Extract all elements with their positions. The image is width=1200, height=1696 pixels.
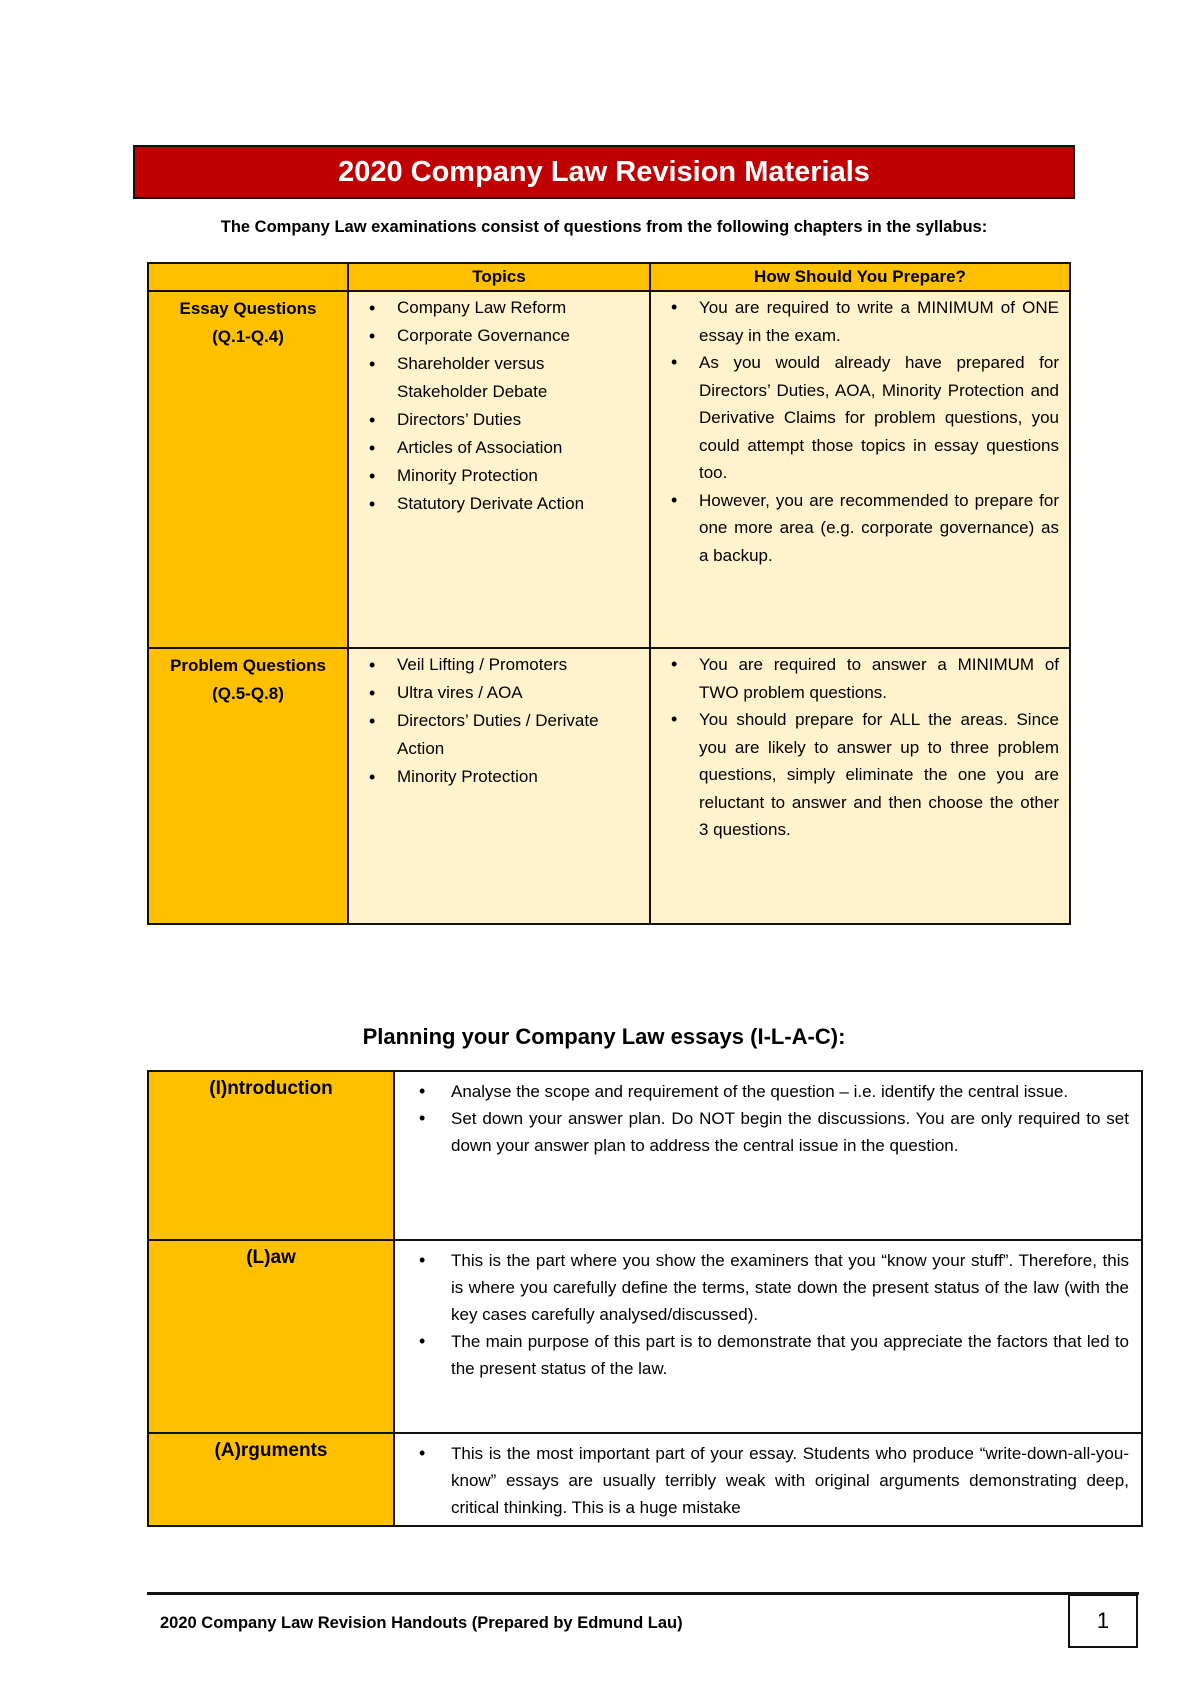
row-label-essay xyxy=(148,291,348,648)
list-item: • Shareholder versus Stakeholder Debate xyxy=(357,350,639,406)
list-item: • As you would already have prepared for Directors’ Duties, AOA, Minority Protection and Derivative Claims for problem questions, you could attempt those topics in essay questions too. xyxy=(659,349,1059,487)
footer-divider xyxy=(147,1592,1139,1595)
table-row-law xyxy=(148,1240,1142,1433)
topics-table xyxy=(147,262,1071,925)
ilac-label-introduction: (I)ntroduction xyxy=(148,1071,394,1240)
header-prepare: How Should You Prepare? xyxy=(650,263,1070,291)
prepare-cell-problem xyxy=(650,648,1070,924)
list-item: • Set down your answer plan. Do NOT begin the discussions. You are only required to set down your answer plan to address the central issue in the question. xyxy=(407,1105,1129,1159)
list-item: • This is the most important part of your essay. Students who produce “write-down-all-you-know” essays are usually terribly weak with original arguments demonstrating deep, critical thinking. This is a huge mistake xyxy=(407,1440,1129,1521)
footer-text: 2020 Company Law Revision Handouts (Prepared by Edmund Lau) xyxy=(160,1614,683,1632)
header-blank xyxy=(148,263,348,291)
table-row-problem xyxy=(148,648,1070,924)
list-item: • Corporate Governance xyxy=(357,322,639,350)
list-item: • Articles of Association xyxy=(357,434,639,462)
row-label-sub: (Q.5-Q.8) xyxy=(212,684,284,703)
ilac-label-law: (L)aw xyxy=(148,1240,394,1433)
row-label-title: Essay Questions xyxy=(179,299,317,318)
list-item: • The main purpose of this part is to demonstrate that you appreciate the factors that led to the present status of the law. xyxy=(407,1328,1129,1382)
ilac-cell-introduction xyxy=(394,1071,1142,1240)
row-label-problem xyxy=(148,648,348,924)
header-topics: Topics xyxy=(348,263,650,291)
table-row-arguments xyxy=(148,1433,1142,1526)
ilac-cell-arguments xyxy=(394,1433,1142,1526)
list-item: • However, you are recommended to prepare for one more area (e.g. corporate governance) as a backup. xyxy=(659,487,1059,570)
list-item: • Directors’ Duties xyxy=(357,406,639,434)
list-item: • You are required to answer a MINIMUM of TWO problem questions. xyxy=(659,651,1059,706)
list-item: • Company Law Reform xyxy=(357,294,639,322)
prepare-cell-essay xyxy=(650,291,1070,648)
list-item: • Directors’ Duties / Derivate Action xyxy=(357,707,639,763)
page-banner-title: 2020 Company Law Revision Materials xyxy=(133,145,1075,199)
row-label-sub: (Q.1-Q.4) xyxy=(212,327,284,346)
topics-table-header xyxy=(148,263,1070,291)
list-item: • Minority Protection xyxy=(357,763,639,791)
table-row-introduction xyxy=(148,1071,1142,1240)
list-item: • Minority Protection xyxy=(357,462,639,490)
intro-text: The Company Law examinations consist of questions from the following chapters in the syllabus: xyxy=(220,218,988,236)
list-item: • You should prepare for ALL the areas. Since you are likely to answer up to three problem questions, simply eliminate the one you are reluctant to answer and then choose the other 3 questions. xyxy=(659,706,1059,844)
list-item: • You are required to write a MINIMUM of ONE essay in the exam. xyxy=(659,294,1059,349)
page-number: 1 xyxy=(1068,1594,1138,1648)
ilac-label-arguments: (A)rguments xyxy=(148,1433,394,1526)
list-item: • Analyse the scope and requirement of the question – i.e. identify the central issue. xyxy=(407,1078,1129,1105)
topics-cell-problem xyxy=(348,648,650,924)
topics-cell-essay xyxy=(348,291,650,648)
row-label-title: Problem Questions xyxy=(170,656,326,675)
ilac-table xyxy=(147,1070,1143,1527)
list-item: • Ultra vires / AOA xyxy=(357,679,639,707)
list-item: • This is the part where you show the examiners that you “know your stuff”. Therefore, this is where you carefully define the terms, state down the present status of the law (with the key cases carefully analysed/discussed). xyxy=(407,1247,1129,1328)
table-row-essay xyxy=(148,291,1070,648)
list-item: • Statutory Derivate Action xyxy=(357,490,639,518)
list-item: • Veil Lifting / Promoters xyxy=(357,651,639,679)
ilac-cell-law xyxy=(394,1240,1142,1433)
ilac-heading: Planning your Company Law essays (I-L-A-C): xyxy=(362,1024,846,1049)
